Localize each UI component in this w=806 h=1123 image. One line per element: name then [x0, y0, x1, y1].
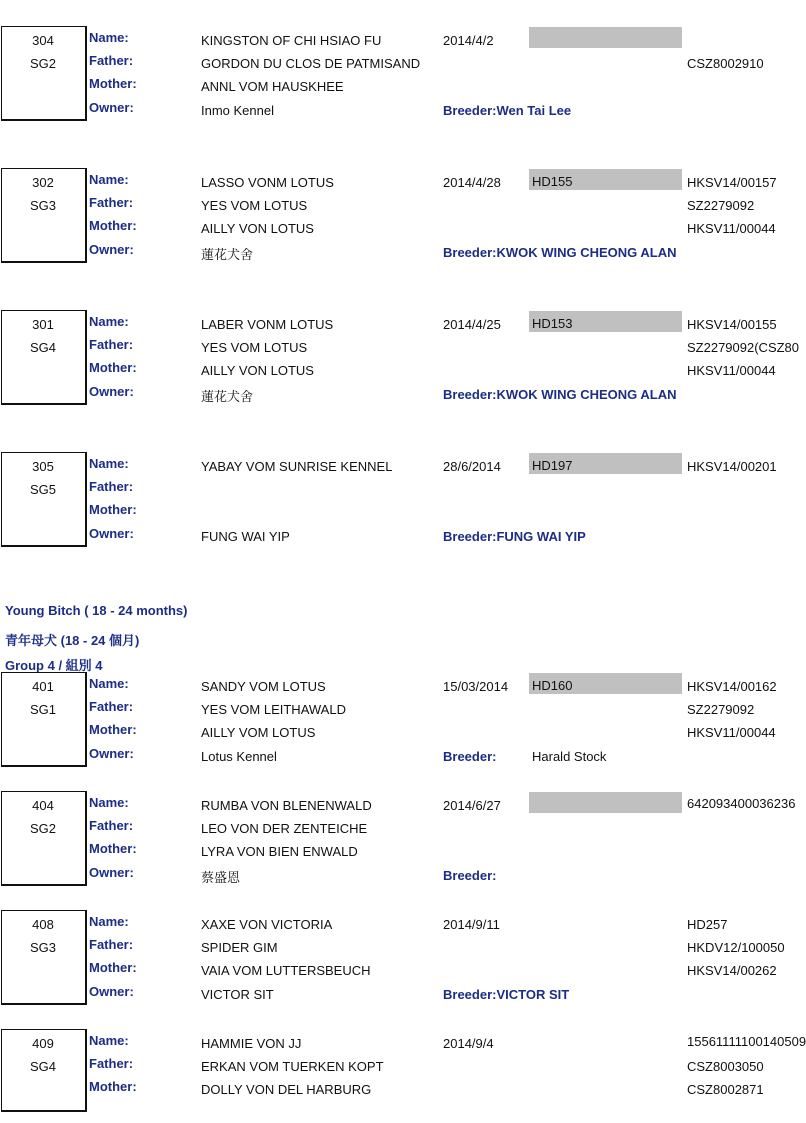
owner-label: Owner:	[89, 746, 134, 761]
entry-number: 408	[32, 917, 54, 932]
mother-label: Mother:	[89, 960, 137, 975]
breeder-label: Breeder:VICTOR SIT	[443, 987, 570, 1002]
registration-2: CSZ8003050	[687, 1059, 764, 1074]
father-label: Father:	[89, 1056, 134, 1071]
registration-2: SZ2279092	[687, 702, 755, 717]
owner-name: 蓮花犬舍	[201, 247, 254, 262]
birth-date: 2014/4/25	[443, 317, 501, 332]
name-label: Name:	[89, 172, 129, 187]
owner-label: Owner:	[89, 984, 134, 999]
dog-entry	[0, 26, 794, 126]
mother-label: Mother:	[89, 502, 137, 517]
father-name: YES VOM LOTUS	[201, 340, 308, 355]
mother-label: Mother:	[89, 76, 137, 91]
dog-name: XAXE VON VICTORIA	[201, 917, 333, 932]
registration-1: 15561111100140509	[687, 1034, 806, 1049]
birth-date: 2014/9/4	[443, 1036, 494, 1051]
owner-name: Lotus Kennel	[201, 749, 277, 764]
mother-label: Mother:	[89, 360, 137, 375]
dog-entry	[0, 672, 794, 772]
dog-entry	[0, 310, 800, 410]
registration-3: HKSV11/00044	[687, 363, 776, 378]
name-label: Name:	[89, 676, 129, 691]
father-label: Father:	[89, 699, 134, 714]
name-label: Name:	[89, 1033, 129, 1048]
mother-name: LYRA VON BIEN ENWALD	[201, 844, 358, 859]
group-title: Group 4 / 組別 4	[5, 658, 103, 673]
birth-date: 15/03/2014	[443, 679, 509, 694]
mother-name: AILLY VOM LOTUS	[201, 725, 316, 740]
registration-2: SZ2279092(CSZ80	[687, 340, 800, 355]
entry-grade: SG5	[29, 482, 56, 497]
father-name: SPIDER GIM	[201, 940, 278, 955]
owner-label: Owner:	[89, 242, 134, 257]
dog-name: RUMBA VON BLENENWALD	[201, 798, 372, 813]
dog-entry	[0, 168, 794, 268]
owner-name: Inmo Kennel	[201, 103, 274, 118]
name-label: Name:	[89, 456, 129, 471]
mother-name: ANNL VOM HAUSKHEE	[201, 79, 344, 94]
breeder-name: Harald Stock	[532, 749, 607, 764]
owner-label: Owner:	[89, 100, 134, 115]
name-label: Name:	[89, 30, 129, 45]
mother-label: Mother:	[89, 218, 137, 233]
dog-entry	[0, 452, 794, 552]
mother-label: Mother:	[89, 722, 137, 737]
dog-entry	[0, 910, 794, 1010]
registration-2: CSZ8002910	[687, 56, 764, 71]
dog-name: LASSO VONM LOTUS	[201, 175, 334, 190]
registration-1: HKSV14/00155	[687, 317, 777, 332]
registration-2: HKDV12/100050	[687, 940, 785, 955]
father-name: YES VOM LOTUS	[201, 198, 308, 213]
birth-date: 2014/6/27	[443, 798, 501, 813]
entry-grade: SG1	[29, 702, 56, 717]
breeder-label: Breeder:Wen Tai Lee	[443, 103, 572, 118]
registration-3: HKSV14/00262	[687, 963, 777, 978]
owner-label: Owner:	[89, 526, 134, 541]
birth-date: 2014/9/11	[443, 917, 500, 932]
father-name: ERKAN VOM TUERKEN KOPT	[201, 1059, 384, 1074]
dog-name: LABER VONM LOTUS	[201, 317, 334, 332]
name-label: Name:	[89, 795, 129, 810]
entry-number: 404	[32, 798, 54, 813]
mother-name: AILLY VON LOTUS	[201, 221, 314, 236]
father-name: LEO VON DER ZENTEICHE	[201, 821, 368, 836]
registration-3: HKSV11/00044	[687, 725, 776, 740]
father-label: Father:	[89, 937, 134, 952]
breeder-label: Breeder:	[443, 868, 497, 883]
name-label: Name:	[89, 914, 129, 929]
owner-label: Owner:	[89, 384, 134, 399]
dog-name: SANDY VOM LOTUS	[201, 679, 326, 694]
entry-number: 305	[32, 459, 54, 474]
breeder-label: Breeder:KWOK WING CHEONG ALAN	[443, 245, 677, 260]
father-label: Father:	[89, 195, 134, 210]
hd-cell: HD153	[529, 311, 682, 332]
entry-grade: SG4	[29, 1059, 56, 1074]
entry-number: 304	[32, 33, 54, 48]
section-title-en: Young Bitch ( 18 - 24 months)	[5, 603, 188, 618]
owner-name: FUNG WAI YIP	[201, 529, 290, 544]
father-label: Father:	[89, 818, 134, 833]
registration-1: HKSV14/00162	[687, 679, 777, 694]
entry-grade: SG3	[29, 198, 56, 213]
entry-number: 409	[32, 1036, 54, 1051]
dog-entry	[0, 791, 794, 891]
entry-number: 302	[32, 175, 54, 190]
breeder-label: Breeder:FUNG WAI YIP	[443, 529, 586, 544]
mother-name: DOLLY VON DEL HARBURG	[201, 1082, 372, 1097]
entry-grade: SG2	[29, 821, 56, 836]
owner-name: 蓮花犬舍	[201, 389, 254, 404]
owner-name: VICTOR SIT	[201, 987, 274, 1002]
owner-name: 蔡盛恩	[201, 870, 241, 885]
dog-name: HAMMIE VON JJ	[201, 1036, 302, 1051]
birth-date: 2014/4/2	[443, 33, 494, 48]
mother-name: VAIA VOM LUTTERSBEUCH	[201, 963, 371, 978]
hd-cell: HD155	[529, 169, 682, 190]
hd-cell	[529, 792, 682, 813]
registration-3: HKSV11/00044	[687, 221, 776, 236]
registration-1: 642093400036236	[687, 796, 796, 811]
mother-name: AILLY VON LOTUS	[201, 363, 314, 378]
registration-1: HD257	[687, 917, 728, 932]
entry-grade: SG4	[29, 340, 56, 355]
registration-2: SZ2279092	[687, 198, 755, 213]
dog-name: KINGSTON OF CHI HSIAO FU	[201, 33, 382, 48]
entry-number: 301	[32, 317, 54, 332]
section-title-zh: 青年母犬 (18 - 24 個月)	[5, 633, 140, 648]
mother-label: Mother:	[89, 1079, 137, 1094]
dog-entry	[0, 1029, 806, 1099]
birth-date: 2014/4/28	[443, 175, 501, 190]
entry-number: 401	[32, 679, 54, 694]
hd-cell: HD160	[529, 673, 682, 694]
mother-label: Mother:	[89, 841, 137, 856]
hd-cell	[529, 27, 682, 48]
father-label: Father:	[89, 479, 134, 494]
name-label: Name:	[89, 314, 129, 329]
father-label: Father:	[89, 337, 134, 352]
entry-grade: SG3	[29, 940, 56, 955]
breeder-label: Breeder:KWOK WING CHEONG ALAN	[443, 387, 677, 402]
registration-1: HKSV14/00201	[687, 459, 777, 474]
father-label: Father:	[89, 53, 134, 68]
registration-3: CSZ8002871	[687, 1082, 764, 1097]
entry-grade: SG2	[29, 56, 56, 71]
father-name: YES VOM LEITHAWALD	[201, 702, 346, 717]
owner-label: Owner:	[89, 865, 134, 880]
registration-1: HKSV14/00157	[687, 175, 777, 190]
hd-cell: HD197	[529, 453, 682, 474]
dog-name: YABAY VOM SUNRISE KENNEL	[201, 459, 393, 474]
birth-date: 28/6/2014	[443, 459, 501, 474]
father-name: GORDON DU CLOS DE PATMISAND	[201, 56, 421, 71]
breeder-label: Breeder:	[443, 749, 497, 764]
